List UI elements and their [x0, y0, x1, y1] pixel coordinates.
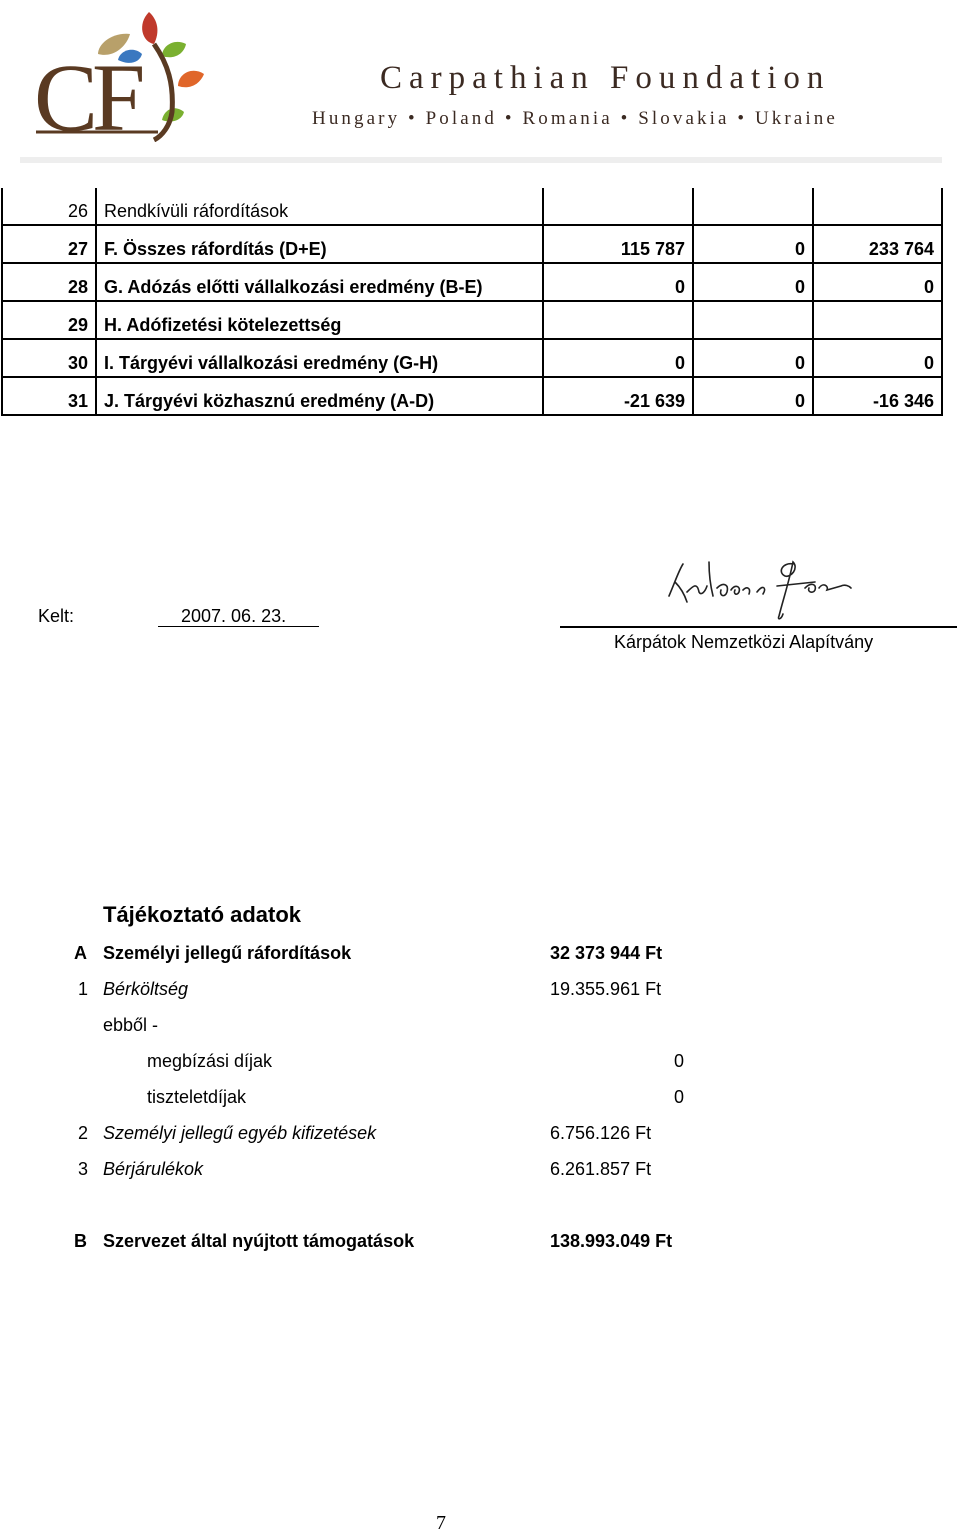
- section-b-value: 138.993.049 Ft: [550, 1231, 673, 1251]
- section-a-letter: A: [74, 943, 87, 963]
- item-1-number: 1: [78, 979, 89, 999]
- sub-2-value: 0: [674, 1087, 685, 1107]
- carpathian-foundation-logo: [34, 4, 210, 142]
- sub-1-value: 0: [674, 1051, 685, 1071]
- table-row: [2, 225, 942, 263]
- table-row: [2, 188, 942, 225]
- row-value-2: [693, 301, 813, 339]
- row-number: 29: [2, 301, 96, 339]
- organization-name: Carpathian Foundation: [380, 60, 831, 96]
- info-section-title: Tájékoztató adatok: [103, 902, 302, 927]
- organization-signatory: Kárpátok Nemzetközi Alapítvány: [614, 632, 874, 652]
- signature-line: [560, 626, 957, 628]
- row-number: 31: [2, 377, 96, 415]
- table-row: [2, 377, 942, 415]
- organization-countries: Hungary • Poland • Romania • Slovakia • Ukraine: [312, 108, 838, 129]
- date-value: 2007. 06. 23.: [181, 606, 287, 626]
- row-value-3: 233 764: [813, 225, 942, 263]
- row-value-1: 0: [543, 339, 693, 377]
- logo-letters: CF: [34, 44, 140, 142]
- row-value-2: 0: [693, 377, 813, 415]
- item-3-label: Bérjárulékok: [103, 1159, 204, 1179]
- row-value-3: [813, 301, 942, 339]
- row-label: G. Adózás előtti vállalkozási eredmény (B-E): [96, 263, 543, 301]
- row-number: 27: [2, 225, 96, 263]
- row-label: Rendkívüli ráfordítások: [96, 188, 543, 225]
- row-label: F. Összes ráfordítás (D+E): [96, 225, 543, 263]
- section-a-value: 32 373 944 Ft: [550, 943, 663, 963]
- table-row: [2, 263, 942, 301]
- row-value-1: [543, 188, 693, 225]
- sub-2-label: tiszteletdíjak: [147, 1087, 247, 1107]
- row-value-1: 0: [543, 263, 693, 301]
- item-2-number: 2: [78, 1123, 89, 1143]
- row-label: H. Adófizetési kötelezettség: [96, 301, 543, 339]
- item-3-number: 3: [78, 1159, 89, 1179]
- row-number: 28: [2, 263, 96, 301]
- kelt-label: Kelt:: [38, 606, 75, 626]
- row-label: J. Tárgyévi közhasznú eredmény (A-D): [96, 377, 543, 415]
- results-table: [1, 188, 943, 416]
- row-label: I. Tárgyévi vállalkozási eredmény (G-H): [96, 339, 543, 377]
- handwritten-signature: [665, 552, 855, 622]
- sub-1-label: megbízási díjak: [147, 1051, 273, 1071]
- row-number: 26: [2, 188, 96, 225]
- row-value-3: [813, 188, 942, 225]
- row-value-1: -21 639: [543, 377, 693, 415]
- row-value-2: 0: [693, 225, 813, 263]
- section-b-letter: B: [74, 1231, 87, 1251]
- row-value-1: [543, 301, 693, 339]
- row-value-3: 0: [813, 263, 942, 301]
- row-number: 30: [2, 339, 96, 377]
- item-1-label: Bérköltség: [103, 979, 189, 999]
- row-value-2: [693, 188, 813, 225]
- item-2-label: Személyi jellegű egyéb kifizetések: [103, 1123, 377, 1143]
- item-3-value: 6.261.857 Ft: [550, 1159, 652, 1179]
- page-number: 7: [436, 1512, 446, 1534]
- table-row: [2, 339, 942, 377]
- date-underline: [158, 626, 319, 627]
- section-b-label: Szervezet által nyújtott támogatások: [103, 1231, 415, 1251]
- item-1-value: 19.355.961 Ft: [550, 979, 662, 999]
- row-value-2: 0: [693, 339, 813, 377]
- row-value-2: 0: [693, 263, 813, 301]
- section-a-label: Személyi jellegű ráfordítások: [103, 943, 352, 963]
- table-row: [2, 301, 942, 339]
- row-value-1: 115 787: [543, 225, 693, 263]
- row-value-3: -16 346: [813, 377, 942, 415]
- row-value-3: 0: [813, 339, 942, 377]
- item-2-value: 6.756.126 Ft: [550, 1123, 652, 1143]
- ebbol-label: ebből -: [103, 1015, 159, 1035]
- header-divider: [20, 157, 942, 163]
